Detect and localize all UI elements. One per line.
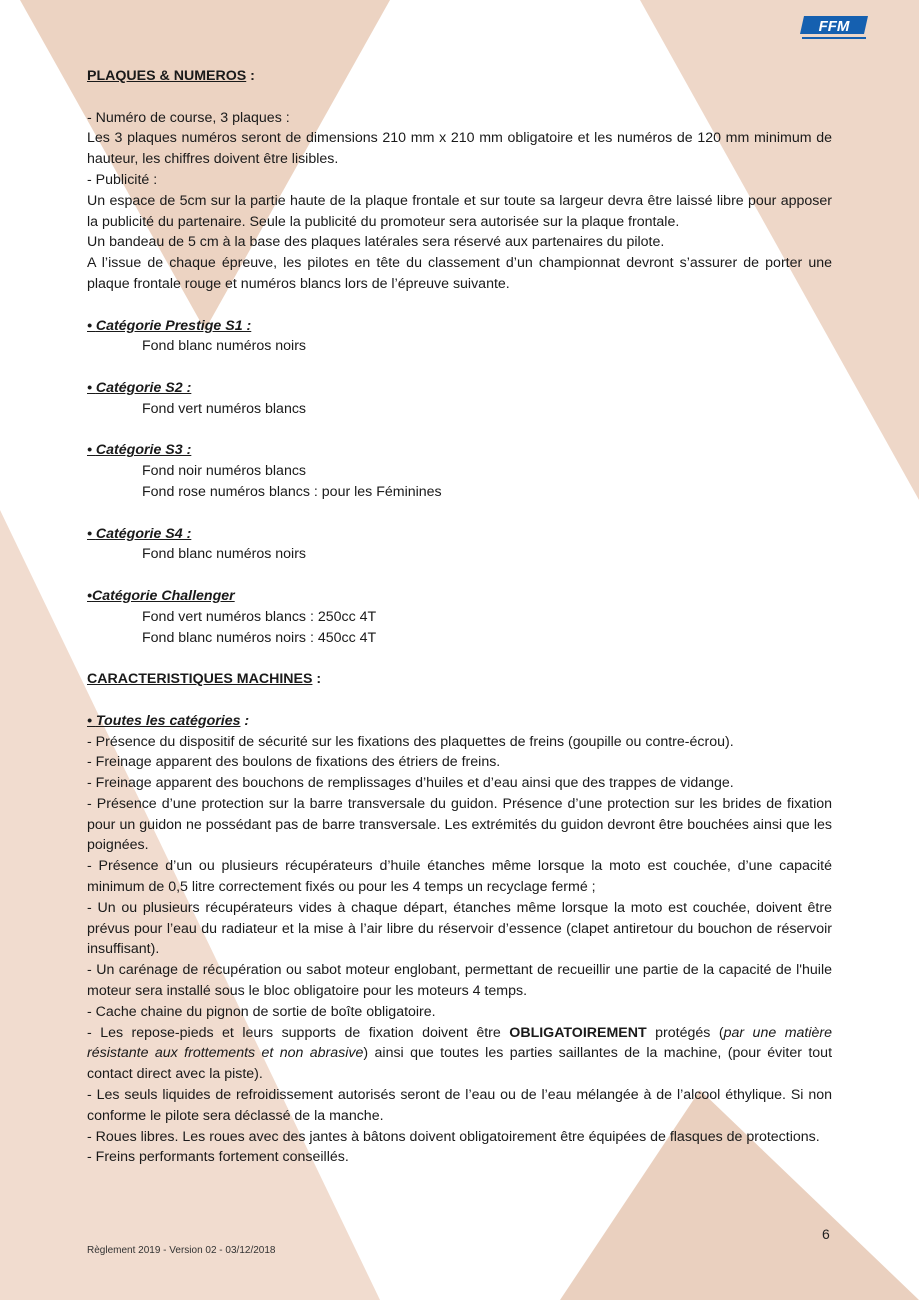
- category-name: Catégorie S2 :: [95, 379, 192, 396]
- rule-line: - Cache chaine du pignon de sortie de boîte obligatoire.: [87, 1003, 436, 1020]
- footer-version: Règlement 2019 - Version 02 - 03/12/2018: [87, 1245, 276, 1256]
- bullet: •: [87, 587, 92, 604]
- rule-line: - Les seuls liquides de refroidissement autorisés seront de l’eau ou de l’eau mélangée à de l’alcool éthylique. Si non conforme le pilote sera déclassé de la manche.: [87, 1087, 832, 1124]
- emphasis-italic: par une matière résistante aux frottements et non abrasive: [87, 1024, 833, 1062]
- category-name: Catégorie Challenger: [91, 587, 235, 604]
- category-title: [87, 524, 832, 545]
- rule-line: - Présence d’une protection sur la barre transversale du guidon. Présence d’une protection sur les brides de fixation pour un guidon ne possédant pas de barre transversale. Les extrémités du guidon devront être bouchées ainsi que les poignées.: [87, 795, 832, 854]
- bullet: •: [87, 442, 96, 459]
- paragraph: - Publicité :: [87, 171, 158, 188]
- category-name: Catégorie S3 :: [95, 442, 192, 459]
- rule-line: - Un ou plusieurs récupérateurs vides à chaque départ, étanches même lorsque la moto est couchée, doivent être prévus pour l’eau du radiateur et la mise à l’air libre du réservoir d’essence (clapet antiretour du bouchon de réservoir insuffisant).: [87, 899, 832, 958]
- bullet: •: [87, 317, 96, 334]
- category-title: [87, 440, 832, 461]
- category-name: Catégorie Prestige S1 :: [95, 317, 252, 334]
- category-name: Toutes les catégories: [95, 712, 241, 729]
- bullet: •: [87, 379, 96, 396]
- category-item: Fond rose numéros blancs : pour les Féminines: [142, 483, 442, 500]
- section-heading-plaques: [87, 66, 832, 87]
- category-title: [87, 586, 832, 607]
- section-heading-machines: [87, 669, 832, 690]
- emphasis-bold: OBLIGATOIREMENT: [509, 1024, 647, 1041]
- rule-line: - Un carénage de récupération ou sabot moteur englobant, permettant de recueillir une partie de la capacité de l'huile moteur sera installé sous le bloc obligatoire pour les moteurs 4 temps.: [87, 962, 832, 1000]
- rule-line: - Freinage apparent des boulons de fixations des étriers de freins.: [87, 754, 501, 771]
- paragraph: - Numéro de course, 3 plaques :: [87, 109, 290, 126]
- category-item: Fond blanc numéros noirs : 450cc 4T: [142, 629, 377, 646]
- rule-line-reposepieds: [87, 1023, 832, 1085]
- svg-text:FFM: FFM: [818, 18, 850, 35]
- text: protégés (: [646, 1024, 724, 1041]
- rule-line: - Présence du dispositif de sécurité sur les fixations des plaquettes de freins (goupille ou contre-écrou).: [87, 733, 734, 750]
- heading-suffix: :: [246, 68, 255, 84]
- heading-text: PLAQUES & NUMEROS: [87, 68, 247, 84]
- category-title: [87, 711, 832, 732]
- paragraph: Un espace de 5cm sur la partie haute de la plaque frontale et sur toute sa largeur devra être laissé libre pour apposer la publicité du partenaire. Seule la publicité du promoteur sera autorisée sur la plaque frontale.: [87, 192, 832, 230]
- category-item: Fond blanc numéros noirs: [142, 338, 307, 355]
- category-item: Fond vert numéros blancs: [142, 400, 307, 417]
- rule-line: - Freins performants fortement conseillés.: [87, 1149, 349, 1166]
- bullet: •: [87, 525, 96, 542]
- category-item: Fond noir numéros blancs: [142, 463, 307, 480]
- category-title: [87, 316, 832, 337]
- text: ) ainsi que toutes les parties saillantes de la machine, (pour éviter tout contact direct avec la piste).: [87, 1045, 833, 1083]
- heading-text: CARACTERISTIQUES MACHINES: [87, 671, 313, 688]
- rule-line: - Roues libres. Les roues avec des jantes à bâtons doivent obligatoirement être équipées de flasques de protections.: [87, 1128, 820, 1145]
- rule-line: - Freinage apparent des bouchons de remplissages d’huiles et d’eau ainsi que des trappes de vidange.: [87, 775, 734, 792]
- category-suffix: :: [240, 712, 250, 729]
- heading-suffix: :: [312, 671, 322, 688]
- ffm-logo: [798, 14, 870, 44]
- category-title: [87, 378, 832, 399]
- paragraph: Un bandeau de 5 cm à la base des plaques latérales sera réservé aux partenaires du pilote.: [87, 234, 665, 251]
- document-body: [87, 66, 832, 1168]
- page-number: 6: [822, 1226, 830, 1242]
- category-item: Fond blanc numéros noirs: [142, 546, 307, 563]
- category-name: Catégorie S4 :: [95, 525, 192, 542]
- paragraph: A l’issue de chaque épreuve, les pilotes en tête du classement d’un championnat devront s’assurer de porter une plaque frontale rouge et numéros blancs lors de l’épreuve suivante.: [87, 255, 832, 292]
- paragraph: Les 3 plaques numéros seront de dimensions 210 mm x 210 mm obligatoire et les numéros de 120 mm minimum de hauteur, les chiffres doivent être lisibles.: [87, 130, 832, 168]
- text: - Les repose-pieds et leurs supports de fixation doivent être: [87, 1024, 510, 1041]
- rule-line: - Présence d’un ou plusieurs récupérateurs d’huile étanches même lorsque la moto est couchée, d’une capacité minimum de 0,5 litre correctement fixés ou pour les 4 temps un recyclage fermé ;: [87, 858, 832, 896]
- category-item: Fond vert numéros blancs : 250cc 4T: [142, 608, 377, 625]
- bullet: •: [87, 712, 96, 729]
